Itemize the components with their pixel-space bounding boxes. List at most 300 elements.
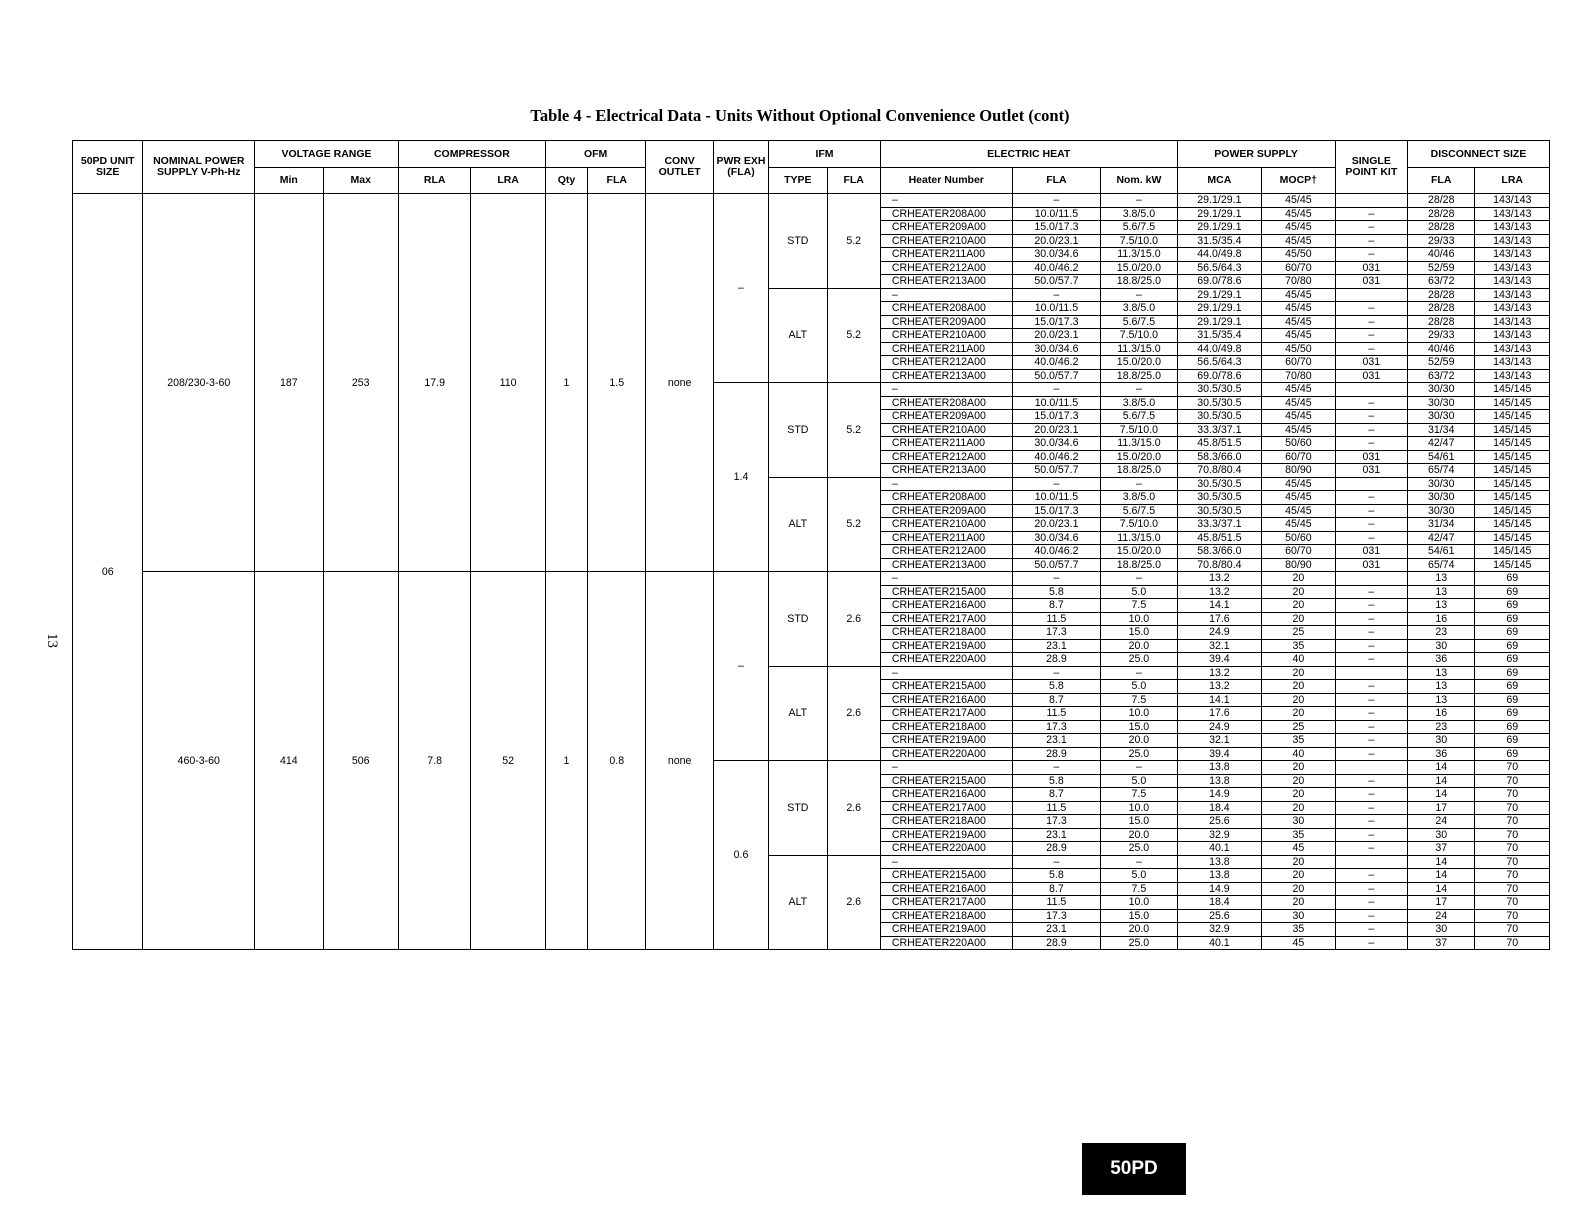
- heat-fla-cell: 28.9: [1012, 936, 1101, 950]
- ifm-type-cell: STD: [769, 383, 827, 478]
- single-point-kit-cell: –: [1335, 653, 1407, 667]
- mca-cell: 24.9: [1177, 720, 1262, 734]
- heat-fla-cell: 23.1: [1012, 923, 1101, 937]
- mocp-cell: 20: [1262, 572, 1335, 586]
- voltage-min-cell: 414: [255, 572, 323, 950]
- single-point-kit-cell: –: [1335, 626, 1407, 640]
- heater-number-cell: CRHEATER216A00: [880, 788, 1012, 802]
- nominal-power-supply-cell: 460-3-60: [143, 572, 255, 950]
- disconnect-lra-cell: 143/143: [1475, 356, 1550, 370]
- disconnect-fla-cell: 63/72: [1408, 369, 1475, 383]
- compressor-rla-cell: 17.9: [398, 194, 470, 572]
- mca-cell: 14.9: [1177, 882, 1262, 896]
- nom-kw-cell: 7.5: [1101, 788, 1177, 802]
- mca-cell: 69.0/78.6: [1177, 369, 1262, 383]
- disconnect-lra-cell: 145/145: [1475, 477, 1550, 491]
- disconnect-lra-cell: 145/145: [1475, 450, 1550, 464]
- mca-cell: 13.8: [1177, 774, 1262, 788]
- heat-fla-cell: 40.0/46.2: [1012, 450, 1101, 464]
- nom-kw-cell: 15.0: [1101, 815, 1177, 829]
- ifm-fla-cell: 2.6: [827, 761, 880, 856]
- disconnect-fla-cell: 14: [1408, 869, 1475, 883]
- mca-cell: 70.8/80.4: [1177, 558, 1262, 572]
- heater-number-cell: CRHEATER217A00: [880, 707, 1012, 721]
- nom-kw-cell: 5.6/7.5: [1101, 315, 1177, 329]
- nom-kw-cell: 15.0/20.0: [1101, 356, 1177, 370]
- header-single-point-kit: SINGLE POINT KIT: [1335, 141, 1407, 194]
- mca-cell: 30.5/30.5: [1177, 477, 1262, 491]
- ifm-type-cell: STD: [769, 194, 827, 289]
- single-point-kit-cell: –: [1335, 707, 1407, 721]
- heater-number-cell: CRHEATER220A00: [880, 653, 1012, 667]
- disconnect-fla-cell: 23: [1408, 720, 1475, 734]
- nom-kw-cell: 11.3/15.0: [1101, 437, 1177, 451]
- heater-number-cell: –: [880, 194, 1012, 208]
- header-ifm-fla: FLA: [827, 168, 880, 194]
- disconnect-fla-cell: 13: [1408, 666, 1475, 680]
- header-qty: Qty: [545, 168, 587, 194]
- header-type: TYPE: [769, 168, 827, 194]
- ifm-fla-cell: 5.2: [827, 194, 880, 289]
- nom-kw-cell: 11.3/15.0: [1101, 342, 1177, 356]
- nom-kw-cell: 10.0: [1101, 707, 1177, 721]
- nom-kw-cell: 5.0: [1101, 869, 1177, 883]
- disconnect-lra-cell: 145/145: [1475, 410, 1550, 424]
- disconnect-lra-cell: 143/143: [1475, 221, 1550, 235]
- disconnect-fla-cell: 30/30: [1408, 504, 1475, 518]
- disconnect-lra-cell: 143/143: [1475, 315, 1550, 329]
- page-number: 13: [44, 633, 60, 648]
- mca-cell: 39.4: [1177, 747, 1262, 761]
- heat-fla-cell: –: [1012, 855, 1101, 869]
- disconnect-lra-cell: 143/143: [1475, 329, 1550, 343]
- single-point-kit-cell: –: [1335, 342, 1407, 356]
- heater-number-cell: CRHEATER209A00: [880, 410, 1012, 424]
- single-point-kit-cell: –: [1335, 882, 1407, 896]
- disconnect-fla-cell: 65/74: [1408, 464, 1475, 478]
- single-point-kit-cell: [1335, 855, 1407, 869]
- nom-kw-cell: –: [1101, 383, 1177, 397]
- nom-kw-cell: –: [1101, 666, 1177, 680]
- mca-cell: 32.1: [1177, 639, 1262, 653]
- nom-kw-cell: 3.8/5.0: [1101, 302, 1177, 316]
- electrical-data-table: [72, 140, 1550, 950]
- single-point-kit-cell: –: [1335, 207, 1407, 221]
- mca-cell: 13.2: [1177, 572, 1262, 586]
- heater-number-cell: CRHEATER218A00: [880, 720, 1012, 734]
- nom-kw-cell: 7.5: [1101, 599, 1177, 613]
- mocp-cell: 20: [1262, 788, 1335, 802]
- mocp-cell: 20: [1262, 693, 1335, 707]
- disconnect-fla-cell: 13: [1408, 572, 1475, 586]
- single-point-kit-cell: –: [1335, 720, 1407, 734]
- heat-fla-cell: 30.0/34.6: [1012, 342, 1101, 356]
- heat-fla-cell: 10.0/11.5: [1012, 207, 1101, 221]
- heat-fla-cell: 10.0/11.5: [1012, 491, 1101, 505]
- heater-number-cell: CRHEATER220A00: [880, 747, 1012, 761]
- heat-fla-cell: 20.0/23.1: [1012, 234, 1101, 248]
- mca-cell: 25.6: [1177, 909, 1262, 923]
- mca-cell: 29.1/29.1: [1177, 288, 1262, 302]
- disconnect-lra-cell: 143/143: [1475, 194, 1550, 208]
- mocp-cell: 45/45: [1262, 491, 1335, 505]
- heater-number-cell: CRHEATER212A00: [880, 545, 1012, 559]
- disconnect-lra-cell: 70: [1475, 828, 1550, 842]
- heater-number-cell: CRHEATER216A00: [880, 882, 1012, 896]
- disconnect-lra-cell: 69: [1475, 666, 1550, 680]
- nom-kw-cell: 7.5/10.0: [1101, 329, 1177, 343]
- single-point-kit-cell: [1335, 477, 1407, 491]
- heat-fla-cell: 40.0/46.2: [1012, 261, 1101, 275]
- header-min: Min: [255, 168, 323, 194]
- header-pwr-exh: PWR EXH (FLA): [713, 141, 768, 194]
- nom-kw-cell: –: [1101, 761, 1177, 775]
- heat-fla-cell: 8.7: [1012, 882, 1101, 896]
- table-row: [73, 194, 1550, 208]
- mca-cell: 29.1/29.1: [1177, 207, 1262, 221]
- single-point-kit-cell: [1335, 761, 1407, 775]
- nom-kw-cell: 18.8/25.0: [1101, 275, 1177, 289]
- heat-fla-cell: 23.1: [1012, 639, 1101, 653]
- disconnect-lra-cell: 145/145: [1475, 464, 1550, 478]
- single-point-kit-cell: 031: [1335, 545, 1407, 559]
- disconnect-fla-cell: 29/33: [1408, 329, 1475, 343]
- disconnect-fla-cell: 40/46: [1408, 248, 1475, 262]
- pwr-exh-cell: 0.6: [713, 761, 768, 950]
- disconnect-fla-cell: 30/30: [1408, 410, 1475, 424]
- nom-kw-cell: 10.0: [1101, 612, 1177, 626]
- disconnect-lra-cell: 145/145: [1475, 504, 1550, 518]
- single-point-kit-cell: –: [1335, 801, 1407, 815]
- mocp-cell: 20: [1262, 680, 1335, 694]
- heat-fla-cell: 20.0/23.1: [1012, 329, 1101, 343]
- disconnect-lra-cell: 70: [1475, 936, 1550, 950]
- nom-kw-cell: 7.5: [1101, 693, 1177, 707]
- heater-number-cell: CRHEATER220A00: [880, 936, 1012, 950]
- single-point-kit-cell: [1335, 572, 1407, 586]
- nom-kw-cell: 20.0: [1101, 828, 1177, 842]
- single-point-kit-cell: –: [1335, 612, 1407, 626]
- mca-cell: 70.8/80.4: [1177, 464, 1262, 478]
- ifm-type-cell: STD: [769, 761, 827, 856]
- nom-kw-cell: 7.5: [1101, 882, 1177, 896]
- header-disc-lra: LRA: [1475, 168, 1550, 194]
- nom-kw-cell: –: [1101, 288, 1177, 302]
- nom-kw-cell: 7.5/10.0: [1101, 423, 1177, 437]
- mocp-cell: 70/80: [1262, 369, 1335, 383]
- single-point-kit-cell: –: [1335, 639, 1407, 653]
- single-point-kit-cell: –: [1335, 437, 1407, 451]
- nom-kw-cell: 3.8/5.0: [1101, 207, 1177, 221]
- disconnect-lra-cell: 69: [1475, 653, 1550, 667]
- disconnect-fla-cell: 65/74: [1408, 558, 1475, 572]
- pwr-exh-cell: –: [713, 572, 768, 761]
- mca-cell: 29.1/29.1: [1177, 194, 1262, 208]
- single-point-kit-cell: –: [1335, 234, 1407, 248]
- mca-cell: 31.5/35.4: [1177, 234, 1262, 248]
- mocp-cell: 35: [1262, 639, 1335, 653]
- heat-fla-cell: 11.5: [1012, 707, 1101, 721]
- mocp-cell: 20: [1262, 761, 1335, 775]
- single-point-kit-cell: [1335, 666, 1407, 680]
- header-heater-number: Heater Number: [880, 168, 1012, 194]
- voltage-max-cell: 253: [323, 194, 398, 572]
- heater-number-cell: CRHEATER211A00: [880, 248, 1012, 262]
- disconnect-lra-cell: 69: [1475, 612, 1550, 626]
- mocp-cell: 20: [1262, 869, 1335, 883]
- mca-cell: 13.2: [1177, 585, 1262, 599]
- heat-fla-cell: 17.3: [1012, 909, 1101, 923]
- nom-kw-cell: 5.6/7.5: [1101, 504, 1177, 518]
- heater-number-cell: –: [880, 572, 1012, 586]
- single-point-kit-cell: –: [1335, 693, 1407, 707]
- mocp-cell: 40: [1262, 653, 1335, 667]
- mocp-cell: 20: [1262, 896, 1335, 910]
- single-point-kit-cell: –: [1335, 531, 1407, 545]
- mca-cell: 24.9: [1177, 626, 1262, 640]
- disconnect-lra-cell: 143/143: [1475, 288, 1550, 302]
- nom-kw-cell: 10.0: [1101, 801, 1177, 815]
- single-point-kit-cell: 031: [1335, 464, 1407, 478]
- mca-cell: 13.2: [1177, 680, 1262, 694]
- mocp-cell: 20: [1262, 612, 1335, 626]
- heat-fla-cell: –: [1012, 572, 1101, 586]
- mca-cell: 18.4: [1177, 801, 1262, 815]
- ifm-type-cell: ALT: [769, 855, 827, 950]
- heat-fla-cell: 11.5: [1012, 896, 1101, 910]
- mocp-cell: 45/45: [1262, 504, 1335, 518]
- single-point-kit-cell: –: [1335, 869, 1407, 883]
- nom-kw-cell: 15.0/20.0: [1101, 545, 1177, 559]
- heater-number-cell: CRHEATER211A00: [880, 437, 1012, 451]
- mca-cell: 13.2: [1177, 666, 1262, 680]
- header-mca: MCA: [1177, 168, 1262, 194]
- disconnect-lra-cell: 145/145: [1475, 558, 1550, 572]
- disconnect-fla-cell: 31/34: [1408, 423, 1475, 437]
- disconnect-lra-cell: 145/145: [1475, 396, 1550, 410]
- heat-fla-cell: 28.9: [1012, 747, 1101, 761]
- mocp-cell: 25: [1262, 626, 1335, 640]
- mocp-cell: 45/45: [1262, 477, 1335, 491]
- disconnect-fla-cell: 30/30: [1408, 383, 1475, 397]
- heat-fla-cell: 28.9: [1012, 653, 1101, 667]
- nom-kw-cell: 15.0: [1101, 909, 1177, 923]
- single-point-kit-cell: –: [1335, 842, 1407, 856]
- mca-cell: 33.3/37.1: [1177, 518, 1262, 532]
- heater-number-cell: CRHEATER218A00: [880, 815, 1012, 829]
- header-rla: RLA: [398, 168, 470, 194]
- ifm-type-cell: ALT: [769, 666, 827, 761]
- disconnect-lra-cell: 143/143: [1475, 302, 1550, 316]
- disconnect-fla-cell: 13: [1408, 693, 1475, 707]
- nom-kw-cell: 5.0: [1101, 774, 1177, 788]
- header-heat-fla: FLA: [1012, 168, 1101, 194]
- nom-kw-cell: 15.0: [1101, 626, 1177, 640]
- disconnect-fla-cell: 16: [1408, 707, 1475, 721]
- single-point-kit-cell: 031: [1335, 275, 1407, 289]
- header-voltage-range: VOLTAGE RANGE: [255, 141, 399, 168]
- heat-fla-cell: 15.0/17.3: [1012, 504, 1101, 518]
- mocp-cell: 45/50: [1262, 342, 1335, 356]
- disconnect-lra-cell: 70: [1475, 882, 1550, 896]
- header-nominal-power-supply: NOMINAL POWER SUPPLY V-Ph-Hz: [143, 141, 255, 194]
- heat-fla-cell: 40.0/46.2: [1012, 356, 1101, 370]
- heat-fla-cell: 28.9: [1012, 842, 1101, 856]
- single-point-kit-cell: 031: [1335, 261, 1407, 275]
- nom-kw-cell: 25.0: [1101, 842, 1177, 856]
- nom-kw-cell: 20.0: [1101, 734, 1177, 748]
- disconnect-fla-cell: 30/30: [1408, 396, 1475, 410]
- disconnect-lra-cell: 70: [1475, 761, 1550, 775]
- nom-kw-cell: 3.8/5.0: [1101, 396, 1177, 410]
- disconnect-fla-cell: 37: [1408, 842, 1475, 856]
- heat-fla-cell: 5.8: [1012, 680, 1101, 694]
- single-point-kit-cell: –: [1335, 221, 1407, 235]
- disconnect-fla-cell: 30/30: [1408, 491, 1475, 505]
- mocp-cell: 20: [1262, 585, 1335, 599]
- disconnect-fla-cell: 14: [1408, 788, 1475, 802]
- heater-number-cell: CRHEATER216A00: [880, 693, 1012, 707]
- heater-number-cell: CRHEATER210A00: [880, 329, 1012, 343]
- heat-fla-cell: 15.0/17.3: [1012, 315, 1101, 329]
- unit-size-cell: 06: [73, 194, 143, 950]
- heat-fla-cell: 5.8: [1012, 774, 1101, 788]
- conv-outlet-cell: none: [646, 572, 713, 950]
- nominal-power-supply-cell: 208/230-3-60: [143, 194, 255, 572]
- heater-number-cell: –: [880, 855, 1012, 869]
- heater-number-cell: CRHEATER211A00: [880, 531, 1012, 545]
- single-point-kit-cell: 031: [1335, 558, 1407, 572]
- heater-number-cell: CRHEATER217A00: [880, 896, 1012, 910]
- nom-kw-cell: 25.0: [1101, 936, 1177, 950]
- nom-kw-cell: –: [1101, 572, 1177, 586]
- heat-fla-cell: 5.8: [1012, 585, 1101, 599]
- disconnect-fla-cell: 37: [1408, 936, 1475, 950]
- mocp-cell: 20: [1262, 855, 1335, 869]
- heat-fla-cell: 23.1: [1012, 828, 1101, 842]
- heater-number-cell: –: [880, 383, 1012, 397]
- mca-cell: 31.5/35.4: [1177, 329, 1262, 343]
- heat-fla-cell: 50.0/57.7: [1012, 369, 1101, 383]
- mocp-cell: 60/70: [1262, 545, 1335, 559]
- disconnect-lra-cell: 69: [1475, 585, 1550, 599]
- nom-kw-cell: 15.0/20.0: [1101, 261, 1177, 275]
- heat-fla-cell: 17.3: [1012, 815, 1101, 829]
- mocp-cell: 45/45: [1262, 207, 1335, 221]
- disconnect-lra-cell: 69: [1475, 734, 1550, 748]
- heater-number-cell: CRHEATER208A00: [880, 396, 1012, 410]
- ofm-qty-cell: 1: [545, 194, 587, 572]
- heater-number-cell: –: [880, 288, 1012, 302]
- header-ofm-fla: FLA: [588, 168, 646, 194]
- disconnect-lra-cell: 145/145: [1475, 518, 1550, 532]
- heat-fla-cell: 11.5: [1012, 801, 1101, 815]
- heat-fla-cell: 20.0/23.1: [1012, 518, 1101, 532]
- disconnect-fla-cell: 42/47: [1408, 531, 1475, 545]
- disconnect-lra-cell: 70: [1475, 774, 1550, 788]
- heat-fla-cell: 50.0/57.7: [1012, 558, 1101, 572]
- disconnect-lra-cell: 69: [1475, 747, 1550, 761]
- disconnect-lra-cell: 70: [1475, 801, 1550, 815]
- heater-number-cell: CRHEATER212A00: [880, 356, 1012, 370]
- single-point-kit-cell: –: [1335, 936, 1407, 950]
- heat-fla-cell: 17.3: [1012, 626, 1101, 640]
- heater-number-cell: CRHEATER210A00: [880, 423, 1012, 437]
- disconnect-fla-cell: 54/61: [1408, 545, 1475, 559]
- mocp-cell: 45/45: [1262, 315, 1335, 329]
- ofm-qty-cell: 1: [545, 572, 587, 950]
- heat-fla-cell: 15.0/17.3: [1012, 410, 1101, 424]
- mca-cell: 44.0/49.8: [1177, 342, 1262, 356]
- heater-number-cell: CRHEATER212A00: [880, 261, 1012, 275]
- mocp-cell: 80/90: [1262, 464, 1335, 478]
- heater-number-cell: –: [880, 477, 1012, 491]
- disconnect-lra-cell: 70: [1475, 923, 1550, 937]
- heater-number-cell: CRHEATER215A00: [880, 585, 1012, 599]
- heater-number-cell: CRHEATER211A00: [880, 342, 1012, 356]
- disconnect-fla-cell: 40/46: [1408, 342, 1475, 356]
- table-body: [73, 194, 1550, 950]
- header-unit-size: 50PD UNIT SIZE: [73, 141, 143, 194]
- heat-fla-cell: 50.0/57.7: [1012, 464, 1101, 478]
- nom-kw-cell: –: [1101, 477, 1177, 491]
- voltage-max-cell: 506: [323, 572, 398, 950]
- disconnect-lra-cell: 70: [1475, 909, 1550, 923]
- mca-cell: 56.5/64.3: [1177, 356, 1262, 370]
- single-point-kit-cell: 031: [1335, 356, 1407, 370]
- single-point-kit-cell: –: [1335, 788, 1407, 802]
- nom-kw-cell: 15.0: [1101, 720, 1177, 734]
- mca-cell: 45.8/51.5: [1177, 437, 1262, 451]
- disconnect-lra-cell: 145/145: [1475, 531, 1550, 545]
- ifm-fla-cell: 2.6: [827, 572, 880, 667]
- ifm-fla-cell: 5.2: [827, 288, 880, 383]
- disconnect-fla-cell: 28/28: [1408, 194, 1475, 208]
- nom-kw-cell: 3.8/5.0: [1101, 491, 1177, 505]
- disconnect-fla-cell: 13: [1408, 585, 1475, 599]
- disconnect-fla-cell: 23: [1408, 626, 1475, 640]
- disconnect-lra-cell: 145/145: [1475, 545, 1550, 559]
- disconnect-lra-cell: 69: [1475, 572, 1550, 586]
- heat-fla-cell: 30.0/34.6: [1012, 437, 1101, 451]
- mocp-cell: 20: [1262, 666, 1335, 680]
- disconnect-fla-cell: 30: [1408, 734, 1475, 748]
- heater-number-cell: CRHEATER213A00: [880, 275, 1012, 289]
- heat-fla-cell: 8.7: [1012, 788, 1101, 802]
- nom-kw-cell: 18.8/25.0: [1101, 369, 1177, 383]
- disconnect-lra-cell: 70: [1475, 896, 1550, 910]
- single-point-kit-cell: –: [1335, 815, 1407, 829]
- disconnect-fla-cell: 30: [1408, 828, 1475, 842]
- heater-number-cell: –: [880, 761, 1012, 775]
- heater-number-cell: CRHEATER219A00: [880, 639, 1012, 653]
- disconnect-lra-cell: 70: [1475, 855, 1550, 869]
- single-point-kit-cell: –: [1335, 248, 1407, 262]
- disconnect-lra-cell: 145/145: [1475, 491, 1550, 505]
- heater-number-cell: CRHEATER208A00: [880, 491, 1012, 505]
- disconnect-fla-cell: 42/47: [1408, 437, 1475, 451]
- mocp-cell: 60/70: [1262, 356, 1335, 370]
- ifm-fla-cell: 5.2: [827, 383, 880, 478]
- mocp-cell: 45/45: [1262, 423, 1335, 437]
- mca-cell: 32.9: [1177, 828, 1262, 842]
- mca-cell: 17.6: [1177, 612, 1262, 626]
- disconnect-fla-cell: 30: [1408, 923, 1475, 937]
- heat-fla-cell: 40.0/46.2: [1012, 545, 1101, 559]
- single-point-kit-cell: 031: [1335, 450, 1407, 464]
- mca-cell: 32.9: [1177, 923, 1262, 937]
- disconnect-fla-cell: 29/33: [1408, 234, 1475, 248]
